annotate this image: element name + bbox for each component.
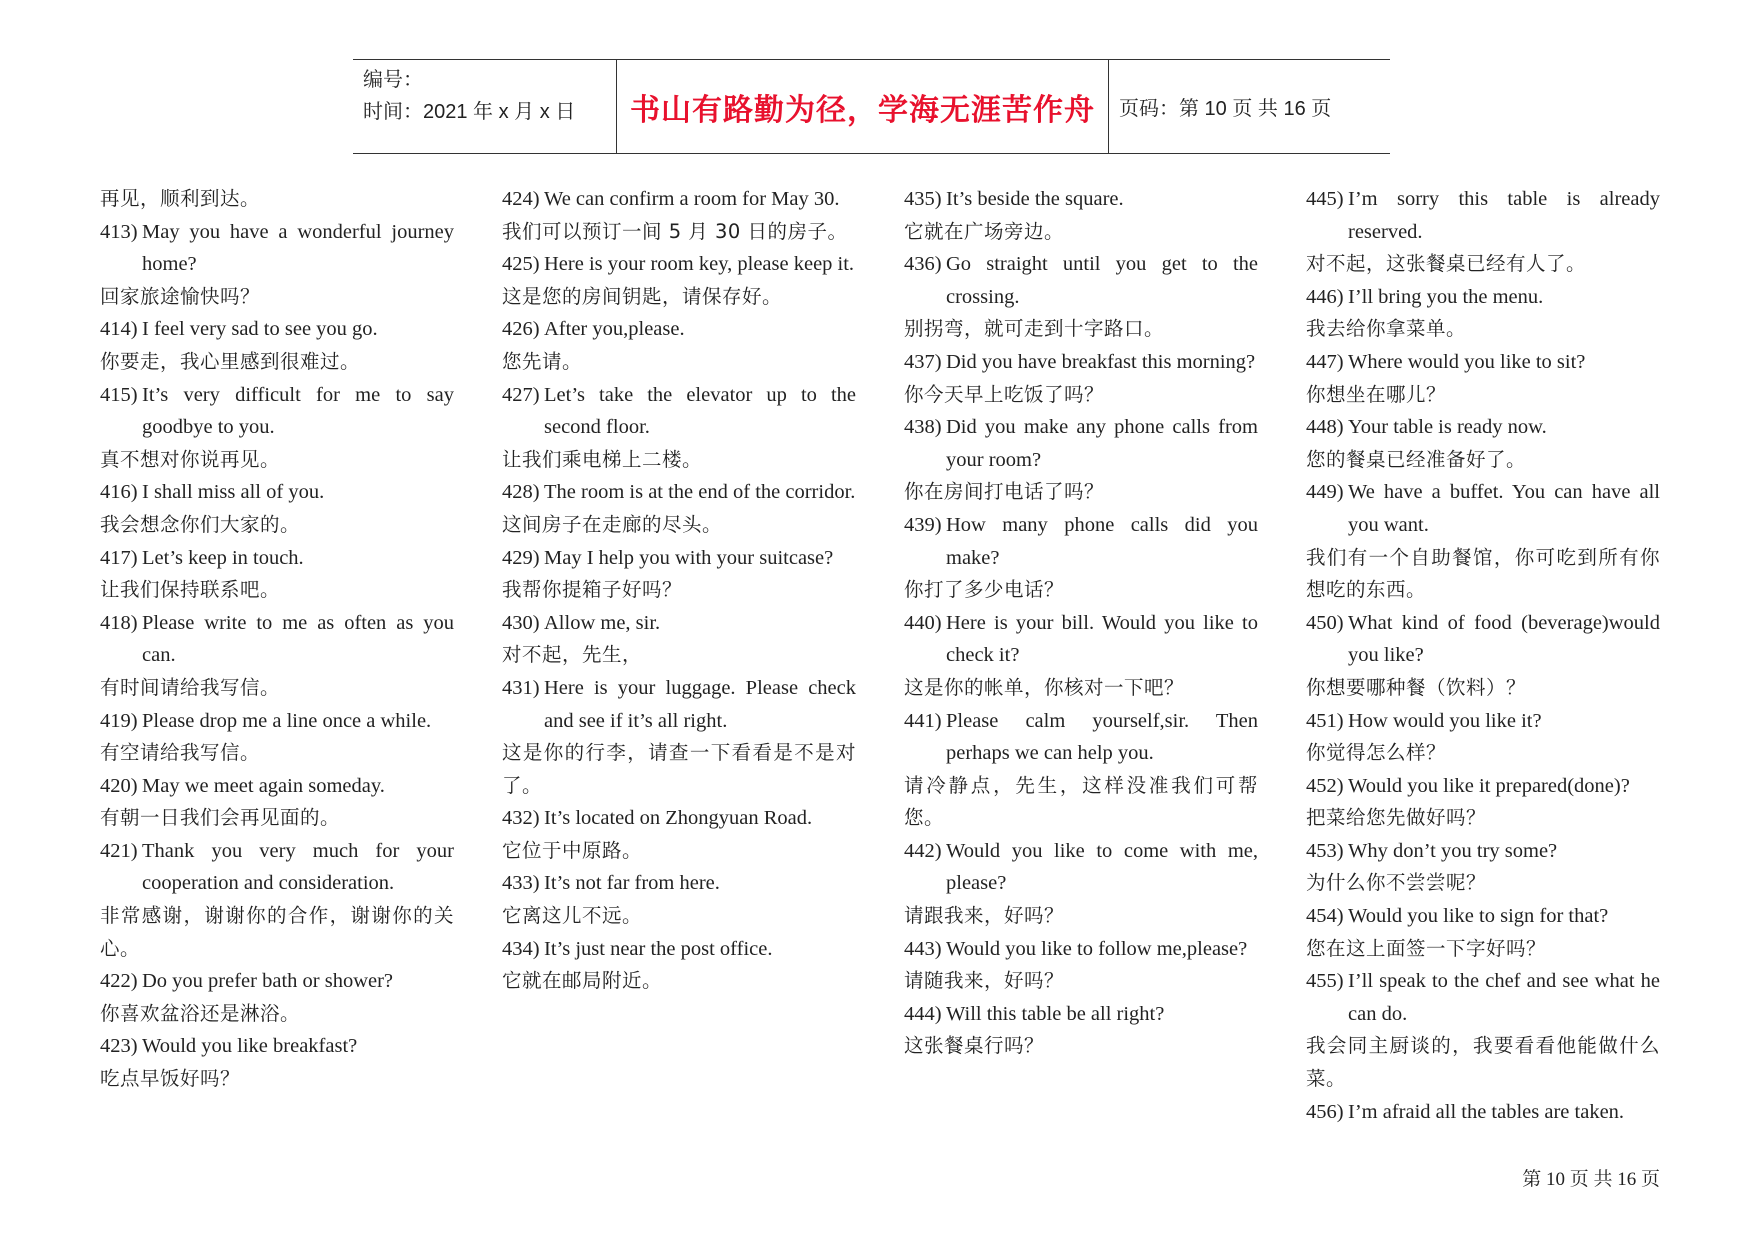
phrase-number: 438) [904, 416, 942, 439]
phrase-number: 435) [904, 188, 942, 210]
phrase-english [502, 313, 856, 346]
phrase-chinese: 这间房子在走廊的尽头。 [502, 512, 723, 536]
phrase-chinese: 有朝一日我们会再见面的。 [100, 806, 341, 830]
phrase-english-text: Please calm yourself,sir. Then perhaps we can help you. [946, 709, 1258, 765]
phrase-chinese: 你在房间打电话了吗？ [904, 480, 1105, 504]
phrase-english [100, 1030, 454, 1063]
phrase-english [1306, 476, 1660, 541]
phrase-english-text: May you have a wonderful journey home? [142, 220, 454, 276]
phrase-chinese: 这是您的房间钥匙，请保存好。 [502, 284, 783, 308]
phrase-number: 428) [502, 481, 540, 504]
phrase-number: 418) [100, 611, 138, 634]
phrase-number: 421) [100, 839, 138, 862]
phrase-chinese: 它就在邮局附近。 [502, 969, 663, 993]
phrase-english [502, 607, 856, 640]
phrase-english-text: The room is at the end of the corridor. [544, 481, 856, 504]
phrase-english-text: Your table is ready now. [1348, 416, 1547, 439]
phrase-english-text: Would you like to sign for that? [1348, 905, 1609, 928]
phrase-number: 450) [1306, 611, 1344, 634]
phrase-english-text: Please write to me as often as you can. [142, 611, 454, 667]
phrase-chinese: 我会同主厨谈的，我要看看他能做什么菜。 [1306, 1034, 1660, 1091]
phrase-english [100, 216, 454, 281]
phrase-chinese: 它就在广场旁边。 [904, 219, 1065, 243]
phrase-english [100, 965, 454, 998]
phrase-english-text: It’s just near the post office. [544, 937, 773, 960]
phrase-chinese: 我帮你提箱子好吗？ [502, 578, 683, 602]
phrase-chinese: 它离这儿不远。 [502, 904, 643, 928]
phrase-number: 434) [502, 937, 540, 960]
phrase-english-text: It’s not far from here. [544, 872, 720, 895]
phrase-english [502, 802, 856, 835]
phrase-number: 449) [1306, 481, 1344, 504]
phrase-chinese: 请随我来，好吗？ [904, 969, 1065, 993]
phrase-english-text: Do you prefer bath or shower? [142, 970, 394, 993]
phrase-english-text: Would you like it prepared(done)? [1348, 774, 1630, 797]
phrase-english [904, 411, 1258, 476]
document-time-label: 时间：2021 年 x 月 x 日 [363, 101, 576, 123]
phrase-chinese: 回家旅途愉快吗？ [100, 284, 261, 308]
phrase-number: 439) [904, 513, 942, 536]
phrase-number: 425) [502, 253, 540, 276]
phrase-chinese: 我们可以预订一间 5 月 30 日的房子。 [502, 219, 848, 243]
phrase-english [1306, 835, 1660, 868]
phrase-number: 413) [100, 220, 138, 243]
phrase-chinese: 让我们乘电梯上二楼。 [502, 447, 703, 471]
phrase-chinese: 你觉得怎么样？ [1306, 741, 1447, 765]
phrase-english-text: I feel very sad to see you go. [142, 318, 378, 341]
phrase-column-3 [904, 183, 1258, 1063]
phrase-english [502, 672, 856, 737]
phrase-chinese: 非常感谢，谢谢你的合作，谢谢你的关心。 [100, 904, 454, 960]
phrase-english-text: Would you like to come with me, please? [946, 839, 1258, 895]
phrase-column-2 [502, 183, 856, 998]
phrase-chinese: 我们有一个自助餐馆，你可吃到所有你想吃的东西。 [1306, 545, 1660, 602]
phrase-number: 442) [904, 839, 942, 862]
phrase-chinese: 对不起，这张餐桌已经有人了。 [1306, 252, 1587, 276]
phrase-chinese: 请冷静点，先生，这样没准我们可帮您。 [904, 773, 1258, 830]
phrase-english-text: Let’s take the elevator up to the second floor. [544, 383, 856, 439]
phrase-english [904, 183, 1258, 216]
phrase-number: 454) [1306, 905, 1344, 928]
phrase-number: 443) [904, 937, 942, 960]
phrase-number: 446) [1306, 285, 1344, 308]
phrase-chinese: 您先请。 [502, 349, 583, 373]
phrase-chinese: 有空请给我写信。 [100, 741, 261, 765]
phrase-english-text: May we meet again someday. [142, 774, 385, 797]
phrase-english [100, 607, 454, 672]
phrase-number: 414) [100, 318, 138, 341]
phrase-chinese: 您的餐桌已经准备好了。 [1306, 447, 1527, 471]
phrase-chinese: 为什么你不尝尝呢？ [1306, 871, 1487, 895]
phrase-chinese: 对不起，先生， [502, 643, 643, 667]
phrase-english-text: After you,please. [544, 318, 685, 341]
phrase-chinese: 你要走，我心里感到很难过。 [100, 349, 361, 373]
header-meta [353, 60, 617, 153]
phrase-english-text: Would you like to follow me,please? [946, 937, 1248, 960]
phrase-number: 440) [904, 611, 942, 634]
phrase-english-text: I shall miss all of you. [142, 481, 325, 504]
phrase-number: 433) [502, 872, 540, 895]
phrase-chinese: 我去给你拿菜单。 [1306, 317, 1467, 341]
phrase-english-text: Go straight until you get to the crossing. [946, 253, 1258, 308]
phrase-english [502, 248, 856, 281]
phrase-chinese: 你今天早上吃饭了吗？ [904, 382, 1105, 406]
phrase-number: 445) [1306, 188, 1344, 210]
phrase-chinese: 你打了多少电话？ [904, 578, 1065, 602]
phrase-english-text: I’m afraid all the tables are taken. [1348, 1100, 1625, 1123]
phrase-english-text: It’s very difficult for me to say goodbye to you. [142, 383, 454, 439]
phrase-english [502, 379, 856, 444]
phrase-column-4 [1306, 183, 1660, 1128]
phrase-english [100, 835, 454, 900]
phrase-number: 441) [904, 709, 942, 732]
phrase-english-text: Where would you like to sit? [1348, 350, 1586, 373]
phrase-english [100, 770, 454, 803]
phrase-english [502, 542, 856, 575]
phrase-english-text: Will this table be all right? [946, 1002, 1165, 1025]
phrase-english [1306, 770, 1660, 803]
phrase-number: 447) [1306, 350, 1344, 373]
phrase-english-text: May I help you with your suitcase? [544, 546, 834, 569]
phrase-chinese: 把菜给您先做好吗？ [1306, 806, 1487, 830]
header-motto: 书山有路勤为径，学海无涯苦作舟 [630, 92, 1095, 128]
phrase-chinese: 你想坐在哪儿？ [1306, 382, 1447, 406]
phrase-english [100, 313, 454, 346]
phrase-english-text: Here is your room key, please keep it. [544, 253, 855, 276]
phrase-english [904, 607, 1258, 672]
phrase-number: 448) [1306, 416, 1344, 439]
phrase-english [904, 998, 1258, 1031]
phrase-chinese: 让我们保持联系吧。 [100, 578, 281, 602]
phrase-number: 419) [100, 709, 138, 732]
header-page-cell [1109, 60, 1390, 153]
phrase-english [1306, 1096, 1660, 1129]
header-page-number: 页码：第 10 页 共 16 页 [1119, 98, 1332, 120]
phrase-number: 430) [502, 611, 540, 634]
phrase-english [502, 867, 856, 900]
phrase-english-text: Would you like breakfast? [142, 1035, 358, 1058]
phrase-number: 431) [502, 676, 540, 699]
phrase-number: 455) [1306, 970, 1344, 993]
phrase-english-text: What kind of food (beverage)would you like? [1348, 611, 1660, 667]
phrase-english-text: Why don’t you try some? [1348, 839, 1558, 862]
phrase-chinese: 请跟我来，好吗？ [904, 904, 1065, 928]
phrase-number: 416) [100, 481, 138, 504]
phrase-english [1306, 346, 1660, 379]
page-footer: 第 10 页 共 16 页 [1522, 1169, 1660, 1190]
phrase-number: 456) [1306, 1100, 1344, 1123]
phrase-english-text: We can confirm a room for May 30. [544, 188, 840, 210]
phrase-english-text: Here is your luggage. Please check and see if it’s all right. [544, 676, 856, 732]
phrase-english [904, 835, 1258, 900]
phrase-english [100, 705, 454, 738]
phrase-english [502, 476, 856, 509]
phrase-english-text: I’ll speak to the chef and see what he can do. [1348, 970, 1660, 1025]
phrase-chinese: 再见，顺利到达。 [100, 187, 261, 210]
phrase-chinese: 别拐弯，就可走到十字路口。 [904, 317, 1165, 341]
phrase-english [904, 509, 1258, 574]
phrase-english [502, 933, 856, 966]
phrase-number: 429) [502, 546, 540, 569]
phrase-english [1306, 607, 1660, 672]
phrase-number: 426) [502, 318, 540, 341]
phrase-english-text: It’s located on Zhongyuan Road. [544, 807, 813, 830]
phrase-column-1 [100, 183, 454, 1096]
phrase-number: 427) [502, 383, 540, 406]
phrase-english-text: Thank you very much for your cooperation and consideration. [142, 839, 454, 895]
phrase-english-text: I’m sorry this table is already reserved. [1348, 188, 1660, 243]
phrase-chinese: 你喜欢盆浴还是淋浴。 [100, 1001, 301, 1025]
phrase-chinese: 这张餐桌行吗？ [904, 1034, 1045, 1058]
phrase-english [904, 346, 1258, 379]
phrase-english [1306, 705, 1660, 738]
phrase-number: 415) [100, 383, 138, 406]
phrase-english-text: Let’s keep in touch. [142, 546, 304, 569]
phrase-english-text: Here is your bill. Would you like to check it? [946, 611, 1258, 667]
header-motto-cell [617, 60, 1109, 153]
phrase-number: 420) [100, 774, 138, 797]
phrase-chinese: 您在这上面签一下字好吗？ [1306, 936, 1547, 960]
phrase-english-text: It’s beside the square. [946, 188, 1124, 210]
phrase-chinese: 这是你的行李，请查一下看看是不是对了。 [502, 741, 856, 797]
phrase-number: 424) [502, 188, 540, 210]
phrase-number: 451) [1306, 709, 1344, 732]
phrase-english [1306, 900, 1660, 933]
phrase-chinese: 真不想对你说再见。 [100, 447, 281, 471]
phrase-english-text: We have a buffet. You can have all you want. [1348, 481, 1660, 536]
phrase-number: 423) [100, 1035, 138, 1058]
phrase-english-text: I’ll bring you the menu. [1348, 285, 1544, 308]
phrase-number: 417) [100, 546, 138, 569]
phrase-english [1306, 965, 1660, 1030]
phrase-english [502, 183, 856, 216]
phrase-english [1306, 411, 1660, 444]
phrase-english-text: Did you make any phone calls from your room? [946, 416, 1258, 471]
phrase-english [1306, 281, 1660, 314]
document-number-label: 编号： [363, 69, 423, 91]
phrase-chinese: 这是你的帐单，你核对一下吧？ [904, 675, 1185, 699]
phrase-english-text: Allow me, sir. [544, 611, 661, 634]
phrase-number: 436) [904, 253, 942, 276]
phrase-english [100, 476, 454, 509]
phrase-english [904, 933, 1258, 966]
phrase-english-text: Please drop me a line once a while. [142, 709, 432, 732]
phrase-english [100, 379, 454, 444]
phrase-english [100, 542, 454, 575]
phrase-chinese: 有时间请给我写信。 [100, 675, 281, 699]
phrase-chinese: 它位于中原路。 [502, 838, 643, 862]
phrase-number: 422) [100, 970, 138, 993]
phrase-chinese: 你想要哪种餐（饮料）？ [1306, 675, 1527, 699]
phrase-english [1306, 183, 1660, 248]
phrase-chinese: 吃点早饭好吗？ [100, 1067, 241, 1091]
phrase-english-text: Did you have breakfast this morning? [946, 350, 1256, 373]
phrase-number: 452) [1306, 774, 1344, 797]
page-header [353, 59, 1390, 154]
phrase-number: 437) [904, 350, 942, 373]
phrase-english [904, 705, 1258, 770]
phrase-english-text: How many phone calls did you make? [946, 513, 1258, 569]
phrase-columns [0, 183, 1754, 1143]
phrase-number: 432) [502, 807, 540, 830]
phrase-number: 444) [904, 1002, 942, 1025]
phrase-number: 453) [1306, 839, 1344, 862]
phrase-english-text: How would you like it? [1348, 709, 1542, 732]
phrase-chinese: 我会想念你们大家的。 [100, 512, 301, 536]
phrase-english [904, 248, 1258, 313]
